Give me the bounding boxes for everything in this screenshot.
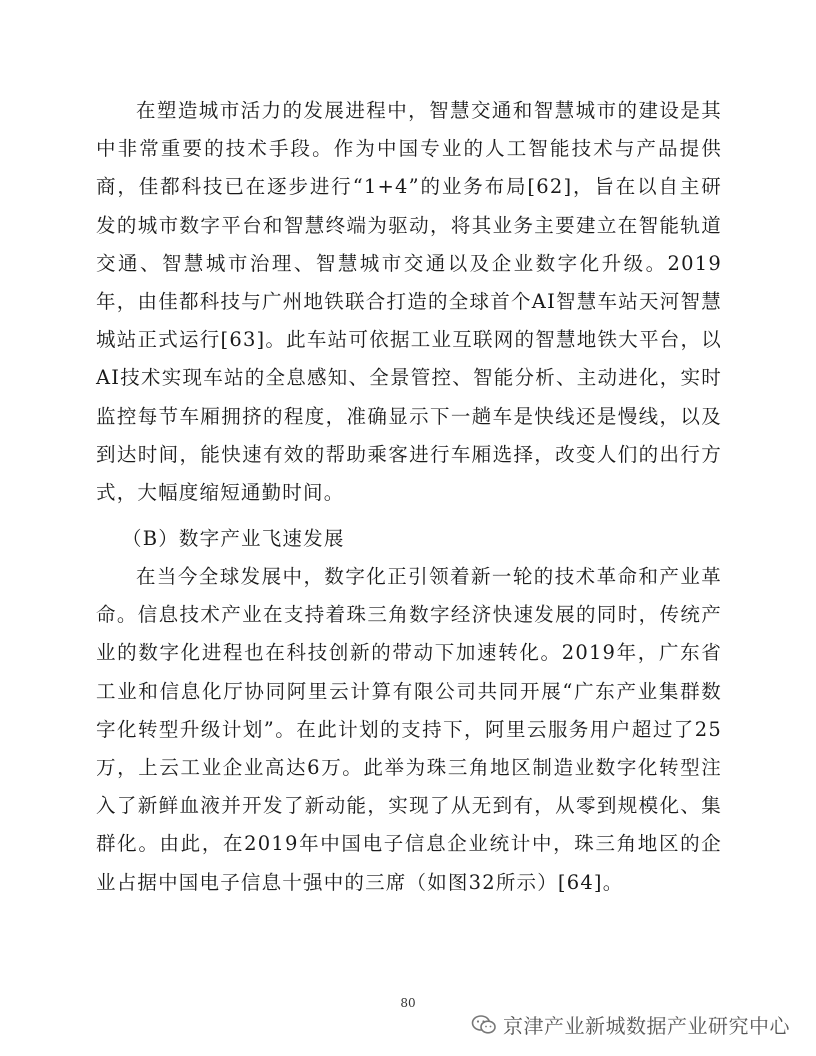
wechat-icon xyxy=(471,1014,497,1036)
watermark-text: 京津产业新城数据产业研究中心 xyxy=(503,1014,790,1038)
body-paragraph: 在当今全球发展中，数字化正引领着新一轮的技术革命和产业革命。信息技术产业在支持着珠三角数字经济快速发展的同时，传统产业的数字化进程也在科技创新的带动下加速转化。2019年，广东省工业和信息化厅协同阿里云计算有限公司共同开展“广东产业集群数字化转型升级计划”。在此计划的支持下，阿里云服务用户超过了25万，上云工业企业高达6万。此举为珠三角地区制造业数字化转型注入了新鲜血液并开发了新动能，实现了从无到有，从零到规模化、集群化。由此，在2019年中国电子信息企业统计中，珠三角地区的企业占据中国电子信息十强中的三席（如图32所示）[64]。 xyxy=(96,565,722,894)
watermark xyxy=(471,1010,790,1039)
section-heading: （B）数字产业飞速发展 xyxy=(122,527,345,550)
body-paragraph: 在塑造城市活力的发展进程中，智慧交通和智慧城市的建设是其中非常重要的技术手段。作为中国专业的人工智能技术与产品提供商，佳都科技已在逐步进行“1+4”的业务布局[62]，旨在以自主研发的城市数字平台和智慧终端为驱动，将其业务主要建立在智能轨道交通、智慧城市治理、智慧城市交通以及企业数字化升级。2019年，由佳都科技与广州地铁联合打造的全球首个AI智慧车站天河智慧城站正式运行[63]。此车站可依据工业互联网的智慧地铁大平台，以AI技术实现车站的全息感知、全景管控、智能分析、主动进化，实时监控每节车厢拥挤的程度，准确显示下一趟车是快线还是慢线，以及到达时间，能快速有效的帮助乘客进行车厢选择，改变人们的出行方式，大幅度缩短通勤时间。 xyxy=(96,99,722,505)
page-number: 80 xyxy=(400,996,416,1010)
